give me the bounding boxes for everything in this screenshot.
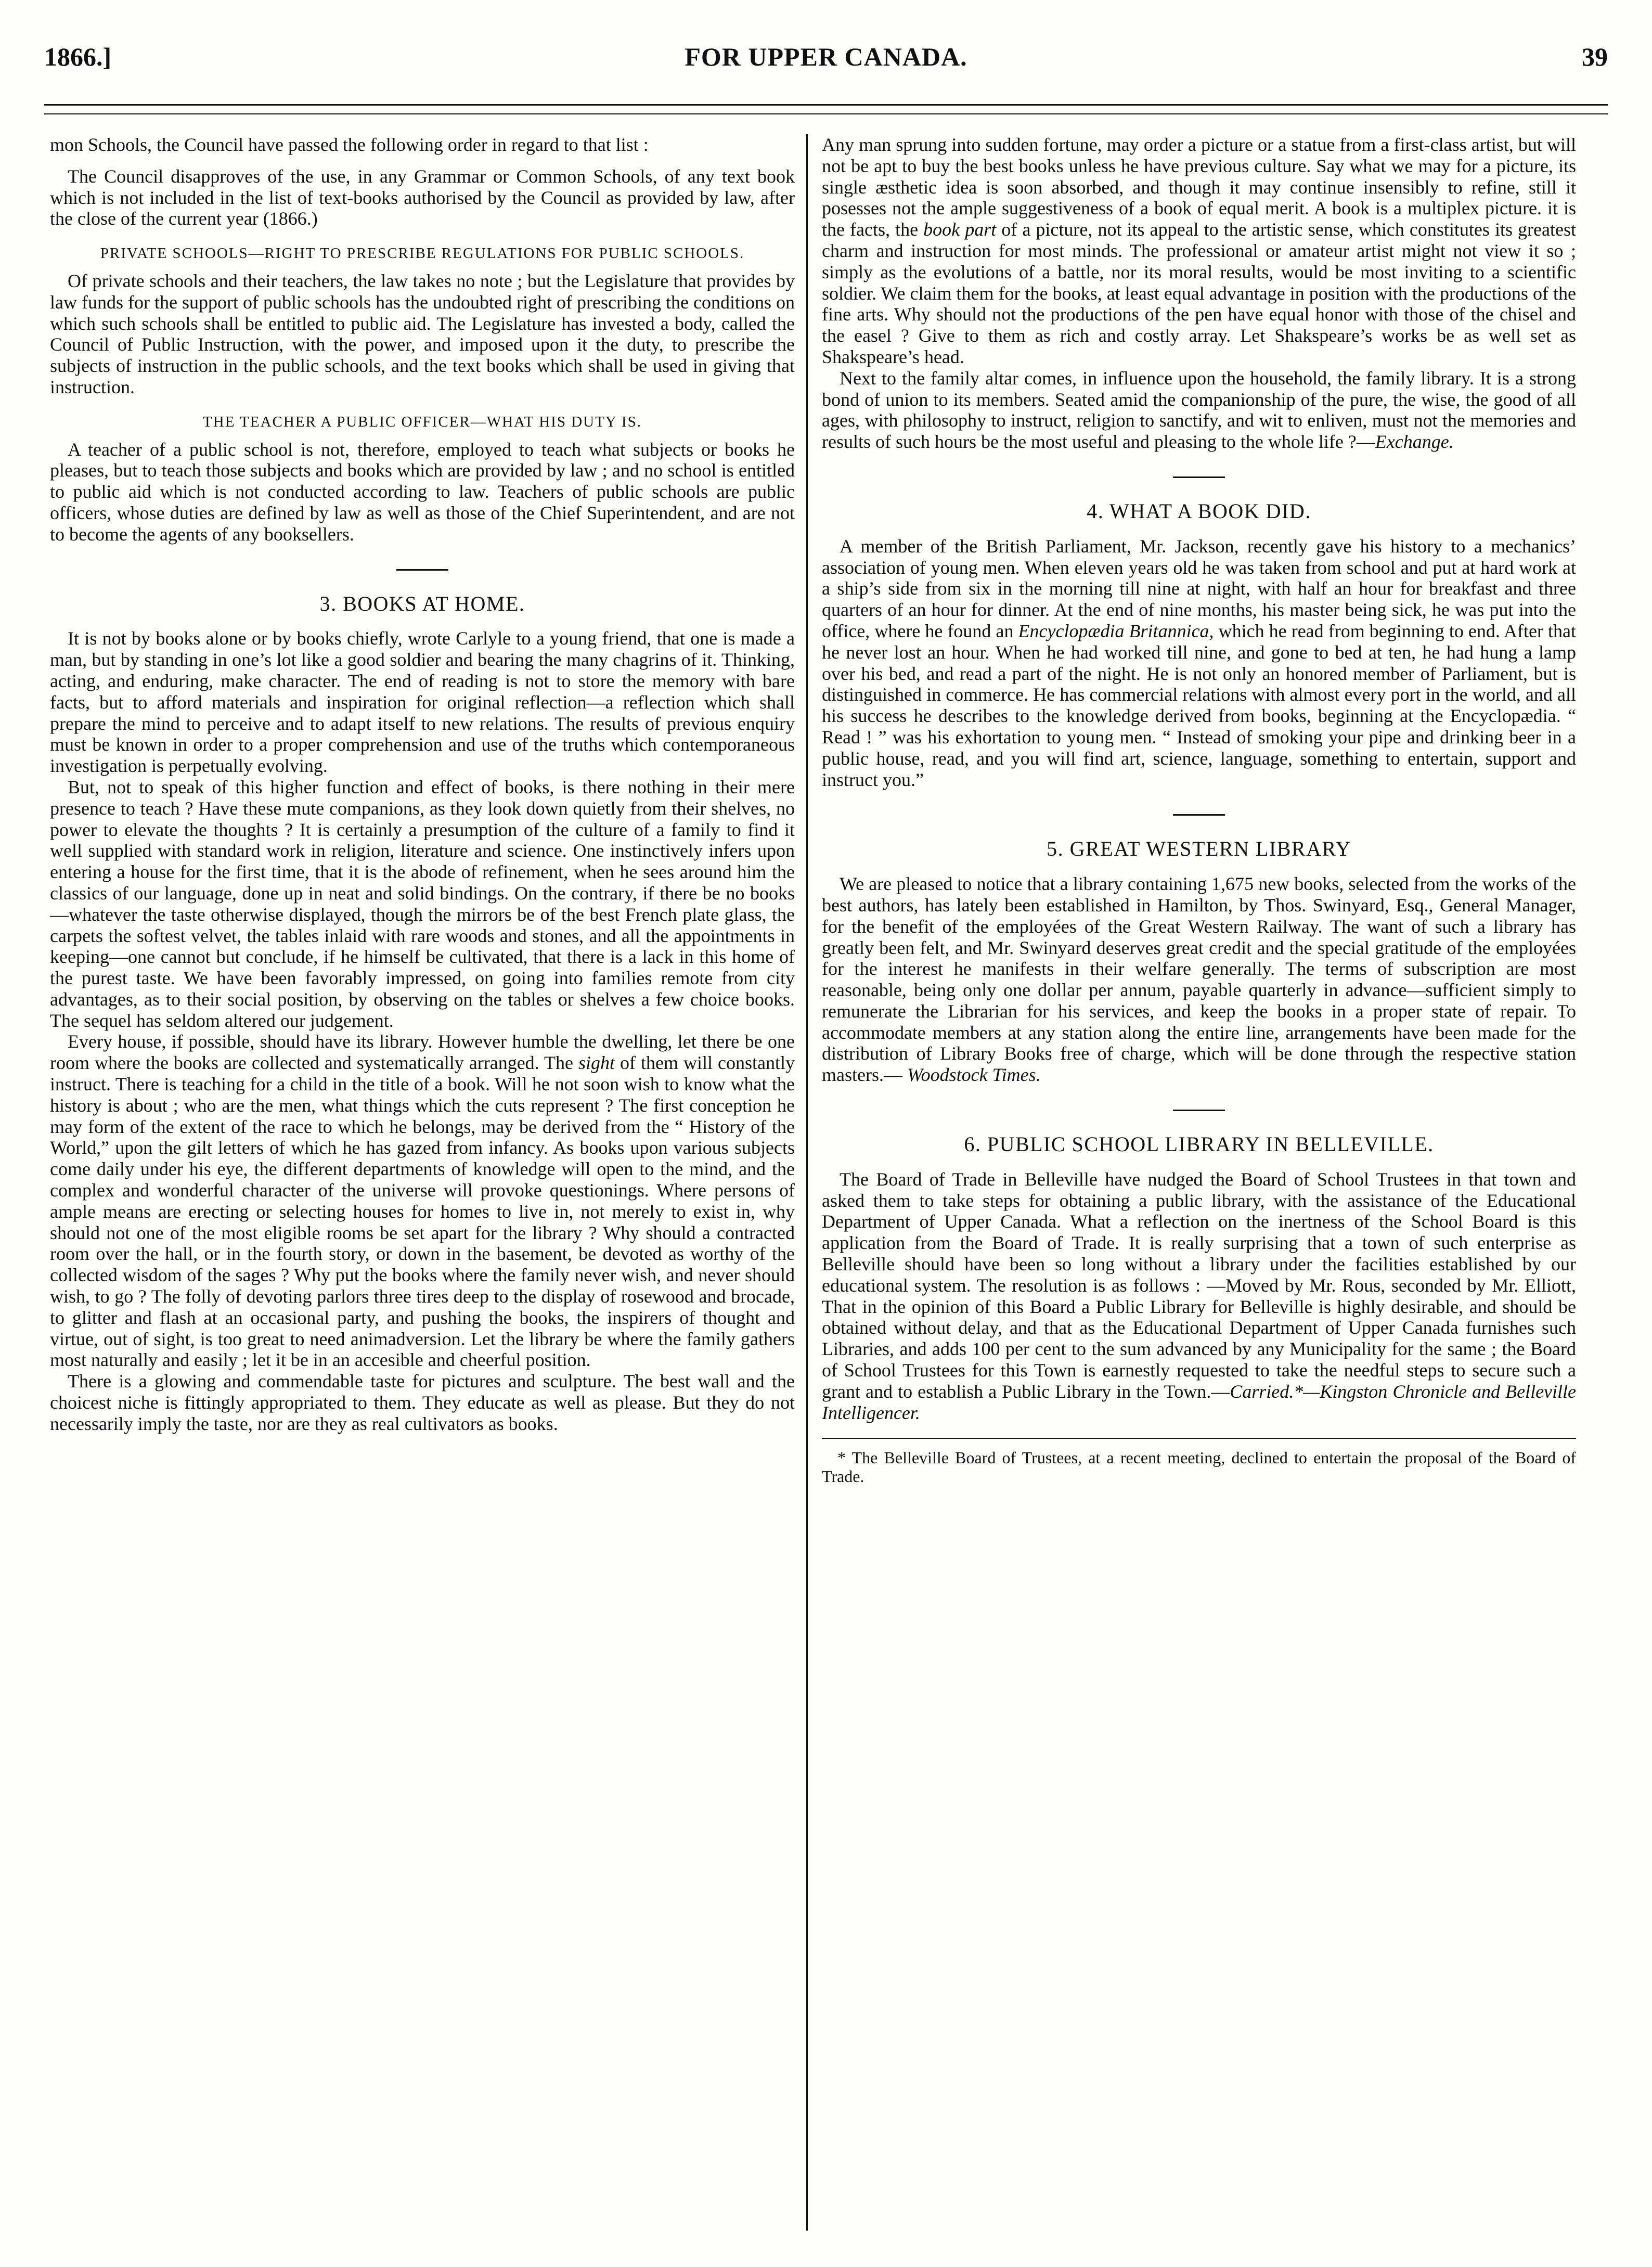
- left-column: [50, 134, 795, 1435]
- council-order-quote: The Council disapproves of the use, in any Grammar or Common Schools, of any text book which is not included in the list of text-books authorised by the Council as provided by law, after the close of the current year (1866.): [50, 165, 795, 229]
- running-head: [44, 42, 1608, 78]
- text-run: Any man sprung into sudden fortune, may order a picture or a statue from a first-class artist, but will not be apt to buy the best books unless he have previous culture. Say what we may for a picture, its single æsthetic idea is soon absorbed, and though it may continue insensibly to refine, still it posesses not the ample suggestiveness of a book of equal merit. A book is a multiplex picture. it is the facts, the: [822, 134, 1576, 240]
- italic-encyclopaedia: Encyclopædia Britannica,: [1018, 620, 1214, 641]
- section-3-title: 3. BOOKS AT HOME.: [319, 591, 525, 615]
- page-number: 39: [1582, 42, 1608, 71]
- column-divider: [806, 134, 808, 2231]
- source-kingston-chronicle: Carried.*—Kingston Chronicle and Belleville Intelligencer.: [822, 1381, 1577, 1423]
- subhead-private-schools: PRIVATE SCHOOLS—RIGHT TO PRESCRIBE REGULATIONS FOR PUBLIC SCHOOLS.: [100, 245, 745, 262]
- source-woodstock-times: Woodstock Times.: [907, 1064, 1041, 1086]
- footnote: * The Belleville Board of Trustees, at a recent meeting, declined to entertain the proposal of the Board of Trade.: [822, 1448, 1576, 1486]
- running-head-date: 1866.]: [44, 42, 112, 71]
- text-run: which he read from beginning to end. After that he never lost an hour. When he had worked till nine, and gone to bed at ten, he had hung a lamp over his bed, and read a part of the night. He is not only an honored member of Parliament, but is distinguished in commerce. He has commercial relations with almost every port in the world, and all his success he describes to the knowledge derived from books, beginning at the Encyclopædia. “ Read ! ” was his exhortation to young men. “ Instead of smoking your pipe and drinking beer in a public house, read, and you will find art, science, language, something to entertain, support and instruct you.”: [822, 620, 1576, 790]
- text-run: Next to the family altar comes, in influence upon the household, the family library. It is a strong bond of union to its members. Seated amid the companionship of the pure, the wise, the good of all ages, with philosophy to instruct, religion to sanctify, and wit to enliven, must not the memories and results of such hours be the most useful and pleasing to the whole life ?—: [822, 367, 1576, 453]
- intro-paragraph: mon Schools, the Council have passed the following order in regard to that list :: [50, 134, 649, 155]
- text-run: of them will constantly instruct. There is teaching for a child in the title of a book. Will he not soon wish to know what the history is about ; who are the men, what things which the cuts represent ? The first conception he may form of the extent of the race to which he belongs, may be derived from the “ History of the World,” upon the gilt letters of which he has gazed from infancy. As books upon various subjects come daily under his eye, the different departments of knowledge will open to the mind, and the complex and wonderful character of the universe will provoke questionings. Where persons of ample means are erecting or selecting houses for homes to live in, not merely to exist in, why should not one of the most eligible rooms be set apart for the library ? Why should a contracted room over the hall, or in the fourth story, or down in the basement, be devoted as worthy of the collected wisdom of the sages ? Why put the books where the family never wish, and never should wish, to go ? The folly of devoting parlors three tires deep to the display of rosewood and brocade, to glitter and flash at an occasional party, and pushing the books, the inspirers of thought and virtue, out of sight, is too great to need animadversion. Let the library be where the family gathers most naturally and easily ; let it be in an accesible and cheerful position.: [50, 1052, 795, 1371]
- right-column: [822, 134, 1576, 1486]
- private-schools-paragraph: Of private schools and their teachers, the law takes no note ; but the Legislature that provides by law funds for the support of public schools has the undoubted right of prescribing the conditions on which such schools shall be entitled to public aid. The Legislature has invested a body, called the Council of Public Instruction, with the power, and imposed upon it the duty, to prescribe the subjects of instruction in the public schools, and the text books which shall be used in giving that instruction.: [50, 270, 795, 397]
- text-run: of a picture, not its appeal to the artistic sense, which constitutes its greatest charm and instruction for most minds. The professional or amateur artist might not view it so ; simply as the evolutions of a battle, nor its moral results, would be most inviting to a scientific soldier. We claim them for the books, at least equal advantage in position with the productions of the fine arts. Why should not the productions of the pen have equal honor with those of the chisel and the easel ? Give to them as rich and costly array. Let Shakspeare’s works be as well set as Shakspeare’s head.: [822, 219, 1576, 367]
- books-at-home-paragraph-4: There is a glowing and commendable taste for pictures and sculpture. The best wall and the choicest niche is fittingly appropriated to them. They educate as well as please. But they do not necessarily imply the taste, nor are they as real cultivators as books.: [50, 1371, 795, 1434]
- text-run: The Board of Trade in Belleville have nudged the Board of School Trustees in that town and asked them to take steps for obtaining a public library, with the assistance of the Educational Department of Upper Canada. What a reflection on the inertness of the School Board is this application from the Board of Trade. It is really surprising that a town of such enterprise as Belleville should have been so long without a library under the facilities established by our educational system. The resolution is as follows : —Moved by Mr. Rous, seconded by Mr. Elliott, That in the opinion of this Board a Public Library for Belleville is highly desirable, and should be obtained without delay, and that as the Educational Department of Upper Canada furnishes such Libraries, and adds 100 per cent to the sum advanced by any Municipality for the same ; the Board of School Trustees for this Town is earnestly requested to take the needful steps to secure such a grant and to establish a Public Library in the Town.—: [822, 1168, 1576, 1402]
- books-at-home-paragraph-1: It is not by books alone or by books chiefly, wrote Carlyle to a young friend, that one is made a man, but by standing in one’s lot like a good soldier and bearing the many chagrins of it. Thinking, acting, and enduring, make character. The end of reading is not to store the memory with bare facts, but to afford materials and inspiration for original reflection—a reflection which shall prepare the mind to perceive and to adapt itself to new relations. The results of previous enquiry must be known in order to a proper comprehension and use of the truths which contemporaneous investigation is perpetually evolving.: [50, 628, 795, 777]
- great-western-library-paragraph: [822, 873, 1576, 1086]
- subhead-teacher: THE TEACHER A PUBLIC OFFICER—WHAT HIS DUTY IS.: [203, 413, 642, 430]
- footnote-rule: [822, 1438, 1576, 1439]
- continued-paragraph: [822, 134, 1576, 368]
- what-a-book-did-paragraph: [822, 536, 1576, 791]
- belleville-library-paragraph: [822, 1169, 1576, 1424]
- family-altar-paragraph: [822, 368, 1576, 453]
- text-run: A member of the British Parliament, Mr. Jackson, recently gave his history to a mechanics’ association of young men. When eleven years old he was taken from school and put at hard work at a ship’s side from six in the morning till nine at night, with half an hour for breakfast and three quarters of an hour for dinner. At the end of nine months, his master being sick, he was put into the office, where he found an: [822, 535, 1576, 641]
- text-run: Every house, if possible, should have its library. However humble the dwelling, let there be one room where the books are collected and systematically arranged. The: [50, 1031, 795, 1074]
- header-rule-top: [44, 104, 1608, 106]
- source-exchange: Exchange.: [1375, 431, 1454, 453]
- section-divider: [1173, 1110, 1225, 1111]
- section-5-title: 5. GREAT WESTERN LIBRARY: [1047, 837, 1351, 861]
- section-divider: [1173, 814, 1225, 816]
- italic-sight: sight: [578, 1052, 615, 1074]
- books-at-home-paragraph-3: [50, 1031, 795, 1371]
- header-rule-bottom: [44, 113, 1608, 114]
- running-head-title: FOR UPPER CANADA.: [685, 42, 967, 71]
- section-6-title: 6. PUBLIC SCHOOL LIBRARY IN BELLEVILLE.: [964, 1132, 1434, 1156]
- text-run: We are pleased to notice that a library containing 1,675 new books, selected from the works of the best authors, has lately been established in Hamilton, by Thos. Swinyard, Esq., General Manager, for the benefit of the employées of the Great Western Railway. The want of such a library has greatly been felt, and Mr. Swinyard deserves great credit and the special gratitude of the employées for the interest he manifests in their welfare generally. The terms of subscription are most reasonable, being only one dollar per annum, payable quarterly in advance—sufficient simply to remunerate the Librarian for his services, and keep the books in a proper state of repair. To accommodate members at any station along the entire line, arrangements have been made for the distribution of Library Books free of charge, which will be done through the respective station masters.—: [822, 873, 1576, 1086]
- section-divider: [1173, 476, 1225, 478]
- section-4-title: 4. WHAT A BOOK DID.: [1087, 499, 1311, 523]
- section-divider: [396, 569, 448, 571]
- books-at-home-paragraph-2: But, not to speak of this higher function and effect of books, is there nothing in their mere presence to teach ? Have these mute companions, as they look down quietly from their shelves, no power to elevate the thoughts ? It is certainly a presumption of the culture of a family to find it well supplied with standard work in religion, literature and science. One instinctively infers upon entering a house for the first time, that it is the abode of refinement, when he sees around him the classics of our language, done up in neat and solid bindings. On the contrary, if there be no books—whatever the taste otherwise displayed, though the mirrors be of the best French plate glass, the carpets the softest velvet, the tables inlaid with rare woods and stones, and all the appointments in keeping—one cannot but conclude, if he himself be cultivated, that there is a lack in this home of the purest taste. We have been favorably impressed, on going into families remote from city advantages, as to their social position, by observing on the tables or shelves a few choice books. The sequel has seldom altered our judgement.: [50, 776, 795, 1031]
- teacher-paragraph: A teacher of a public school is not, therefore, employed to teach what subjects or books he pleases, but to teach those subjects and books which are provided by law ; and no school is entitled to public aid which is not conducted according to law. Teachers of public schools are public officers, whose duties are defined by law as well as those of the Chief Superintendent, and are not to become the agents of any booksellers.: [50, 439, 795, 545]
- italic-book-part: book part: [923, 219, 997, 240]
